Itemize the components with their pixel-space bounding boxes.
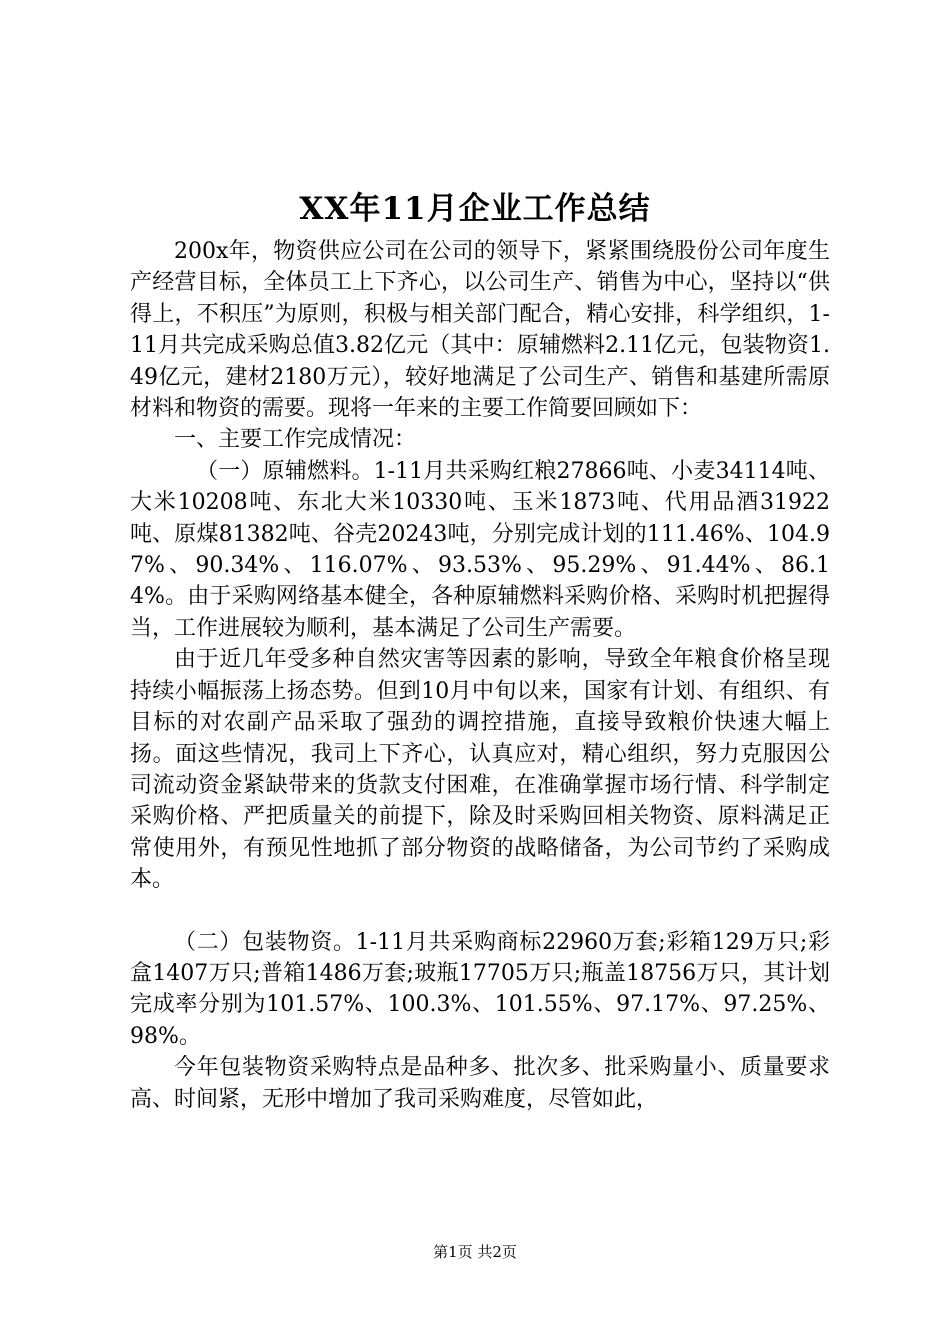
raw-materials-paragraph: （一）原辅燃料。1-11月共采购红粮27866吨、小麦34114吨、大米10208吨、东北大米10330吨、玉米1873吨、代用品酒31922吨、原煤81382吨、谷壳20243吨，分别完成计划的111.46%、104.97%、90.34%、116.07%、93.53%、95.29%、91.44%、86.14%。由于采购网络基本健全，各种原辅燃料采购价格、采购时机把握得当，工作进展较为顺利，基本满足了公司生产需要。 [130, 458, 830, 641]
document-title: XX年11月企业工作总结 [299, 191, 651, 227]
packaging-features-paragraph: 今年包装物资采购特点是品种多、批次多、批采购量小、质量要求高、时间紧，无形中增加了我司采购难度，尽管如此， [130, 1055, 830, 1112]
section-heading: 一、主要工作完成情况： [174, 427, 417, 453]
intro-paragraph: 200x年，物资供应公司在公司的领导下，紧紧围绕股份公司年度生产经营目标，全体员工上下齐心，以公司生产、销售为中心，坚持以“供得上，不积压”为原则，积极与相关部门配合，精心安排，科学组织，1-11月共完成采购总值3.82亿元（其中：原辅燃料2.11亿元，包装物资1.49亿元，建材2180万元），较好地满足了公司生产、销售和基建所需原材料和物资的需要。现将一年来的主要工作简要回顾如下： [130, 239, 830, 422]
packaging-paragraph: （二）包装物资。1-11月共采购商标22960万套;彩箱129万只;彩盒1407万只;普箱1486万套;玻瓶17705万只;瓶盖18756万只，其计划完成率分别为101.57%、100.3%、101.55%、97.17%、97.25%、98%。 [130, 929, 830, 1049]
page-footer: 第1页 共2页 [433, 1243, 517, 1261]
document-body [130, 236, 830, 1115]
grain-price-paragraph: 由于近几年受多种自然灾害等因素的影响，导致全年粮食价格呈现持续小幅振荡上扬态势。但到10月中旬以来，国家有计划、有组织、有目标的对农副产品采取了强劲的调控措施，直接导致粮价快速大幅上扬。面这些情况，我司上下齐心，认真应对，精心组织，努力克服因公司流动资金紧缺带来的货款支付困难，在准确掌握市场行情、科学制定采购价格、严把质量关的前提下，除及时采购回相关物资、原料满足正常使用外，有预见性地抓了部分物资的战略储备，为公司节约了采购成本。 [130, 647, 830, 893]
